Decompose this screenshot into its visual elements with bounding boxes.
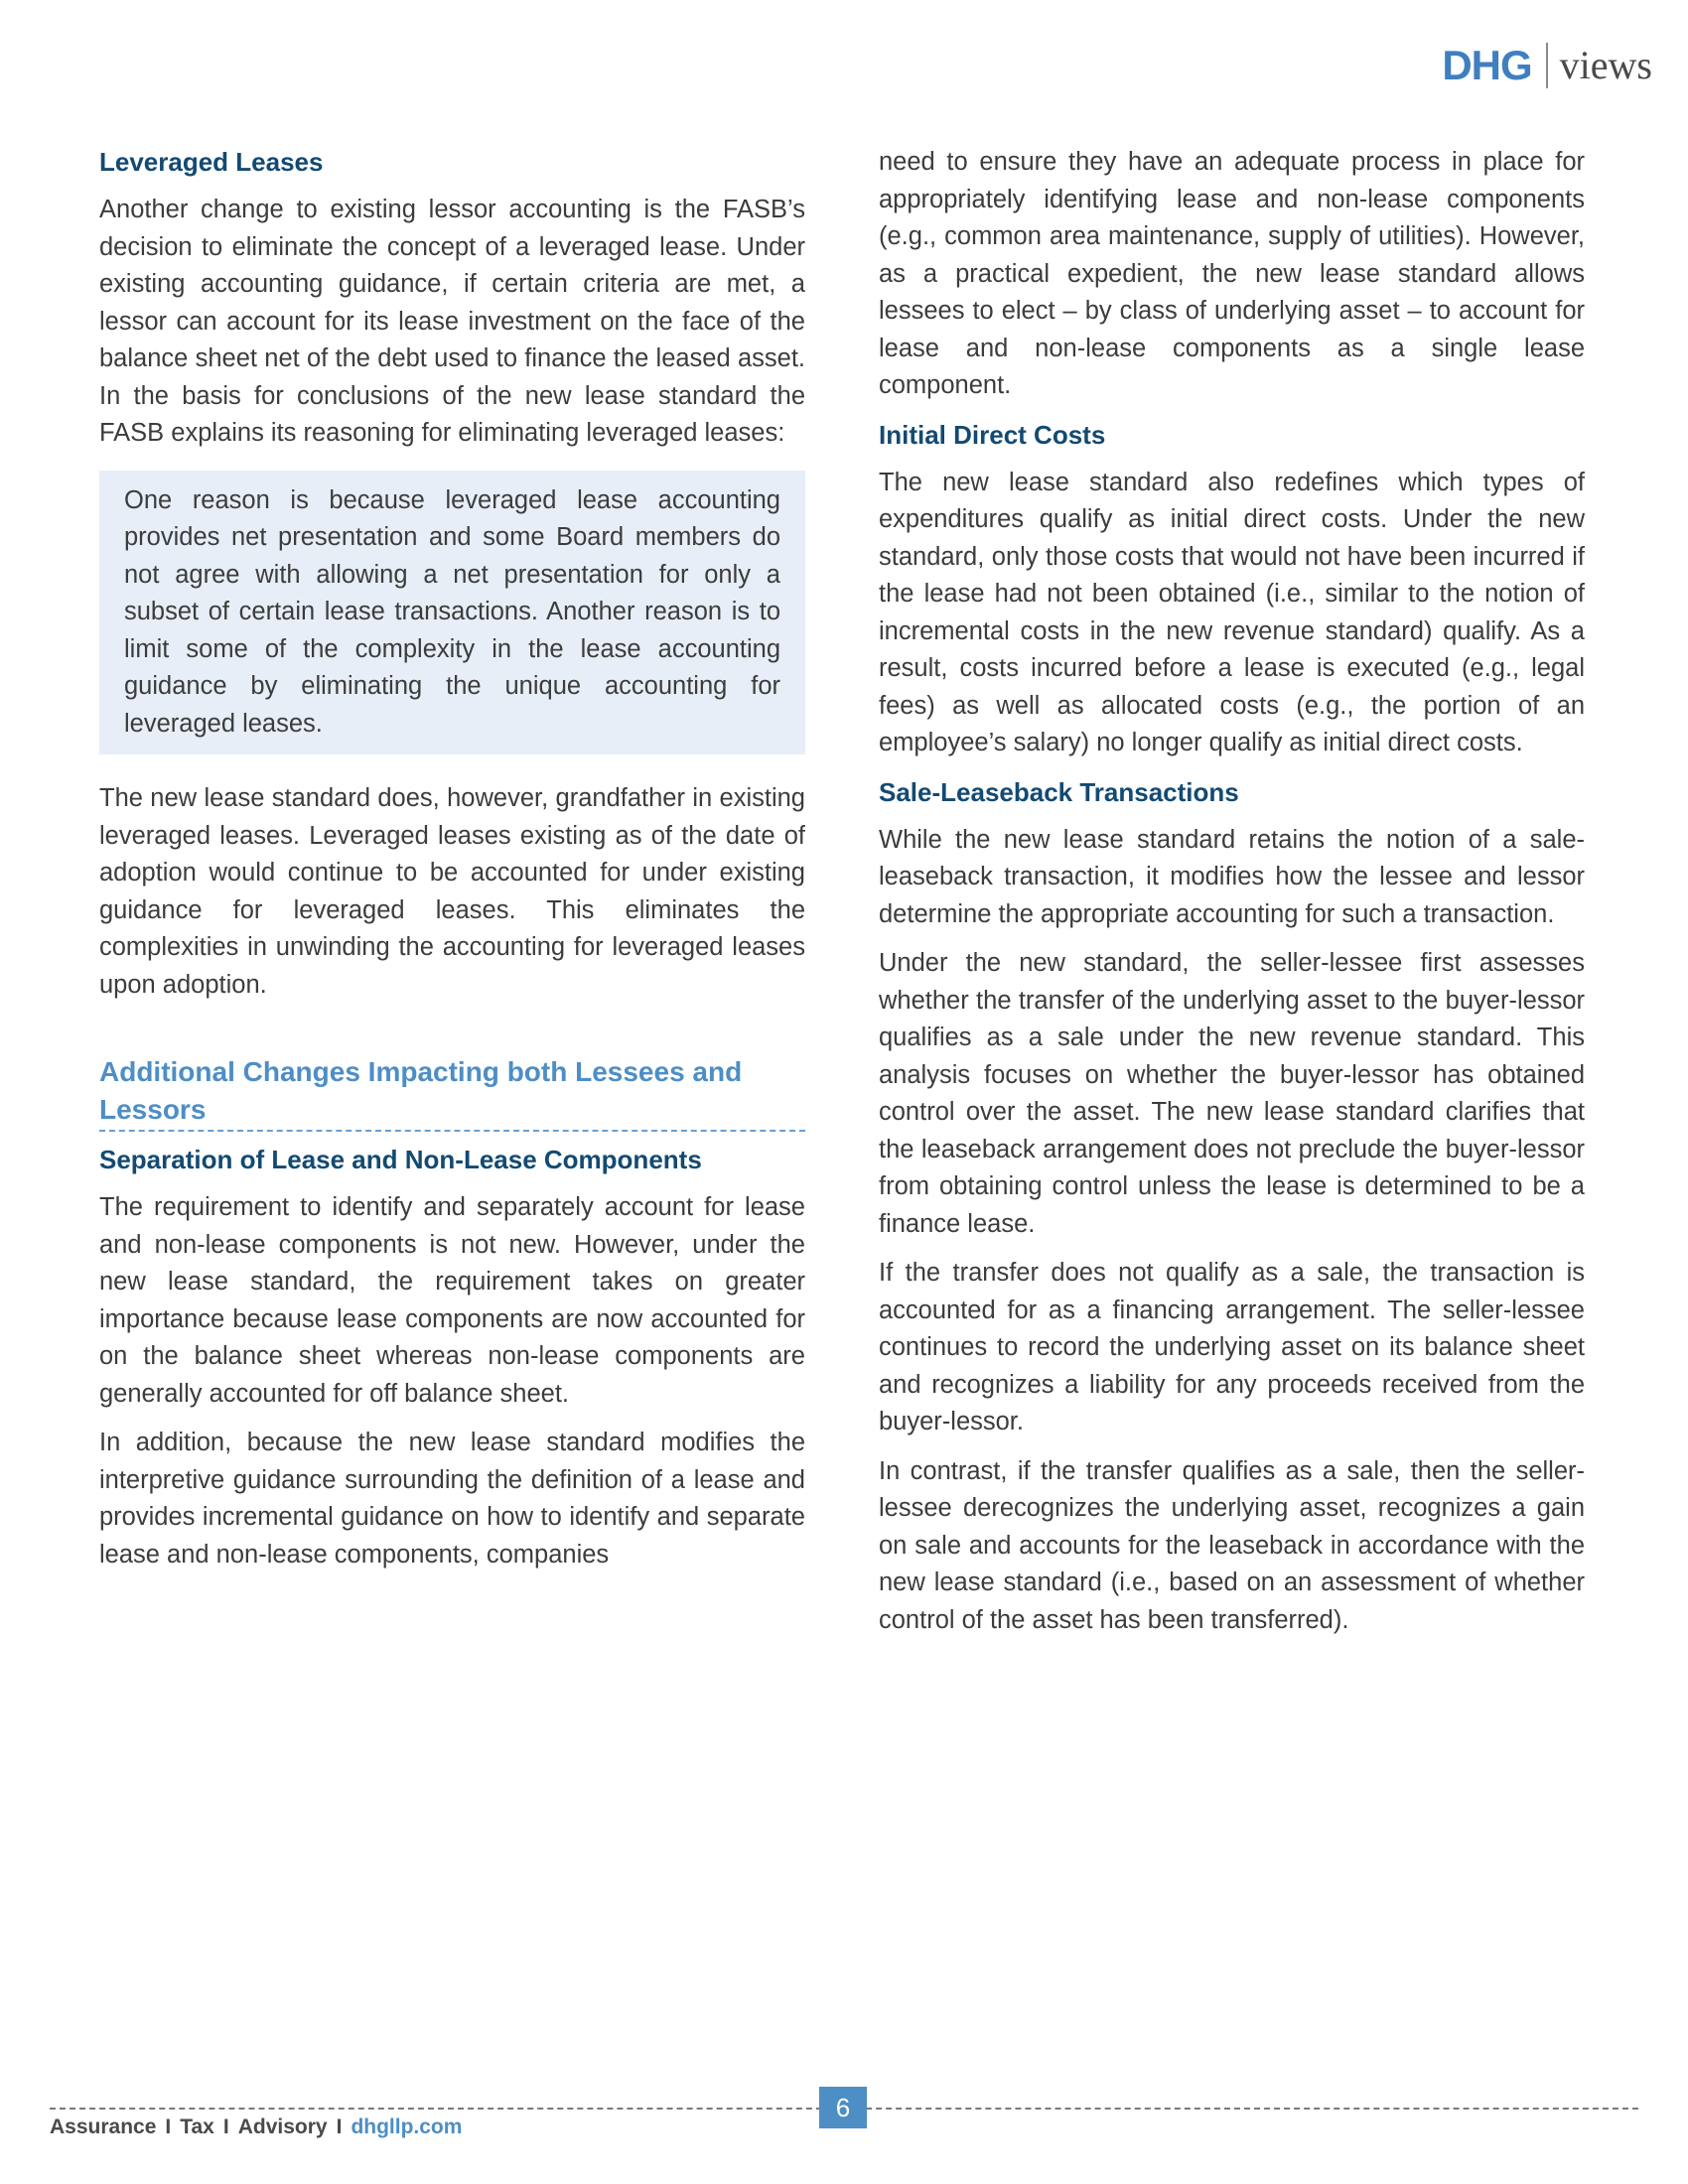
separation-paragraph-2: In addition, because the new lease standard modifies the interpretive guidance surrounding the definition of a lease and provides incremental guidance on how to identify and separate lease and non-lease components, companies xyxy=(99,1429,805,1569)
separation-heading: Separation of Lease and Non-Lease Components xyxy=(99,1145,702,1174)
logo-word: views xyxy=(1559,43,1652,87)
footer-services xyxy=(50,2113,462,2142)
footer-separator: I xyxy=(165,2116,172,2138)
logo-divider xyxy=(1546,43,1548,88)
leveraged-leases-paragraph-1: Another change to existing lessor accounting is the FASB’s decision to eliminate the concept of a leveraged lease. Under existing accounting guidance, if certain criteria are met, a lessor can account for its lease investment on the face of the balance sheet net of the debt used to finance the leased asset. In the basis for conclusions of the new lease standard the FASB explains its reasoning for eliminating leveraged leases: xyxy=(99,196,805,447)
footer-tax: Tax xyxy=(180,2116,214,2138)
page-number: 6 xyxy=(819,2087,867,2128)
dhg-views-logo xyxy=(1442,40,1652,91)
leveraged-leases-heading: Leveraged Leases xyxy=(99,147,324,177)
initial-direct-costs-heading: Initial Direct Costs xyxy=(879,419,1106,450)
sale-leaseback-paragraph-3: If the transfer does not qualify as a sale, the transaction is accounted for as a financing arrangement. The seller-lessee continues to record the underlying asset on its balance sheet and recognizes a liability for any proceeds received from the buyer-lessor. xyxy=(879,1259,1585,1435)
footer-separator: I xyxy=(222,2116,229,2138)
sale-leaseback-paragraph-2: Under the new standard, the seller-lessee first assesses whether the transfer of the underlying asset to the buyer-lessor qualifies as a sale under the new revenue standard. This analysis focuses on whether the buyer-lessor has obtained control over the asset. The new lease standard clarifies that the leaseback arrangement does not preclude the buyer-lessor from obtaining control unless the lease is determined to be a finance lease. xyxy=(879,949,1585,1238)
fasb-quote-text: One reason is because leveraged lease accounting provides net presentation and some Board members do not agree with allowing a net presentation for only a subset of certain lease transactions. Another reason is to limit some of the complexity in the lease accounting guidance by eliminating the unique accounting for leveraged leases. xyxy=(124,485,780,738)
logo-brand: DHG xyxy=(1442,42,1532,88)
footer-website-link[interactable]: dhgllp.com xyxy=(351,2116,463,2138)
sale-leaseback-paragraph-4: In contrast, if the transfer qualifies as a sale, then the seller-lessee derecognizes the underlying asset, recognizes a gain on sale and accounts for the leaseback in accordance with the new lease standard (i.e., based on an assessment of whether control of the asset has been transferred). xyxy=(879,1456,1585,1634)
leveraged-leases-paragraph-2: The new lease standard does, however, grandfather in existing leveraged leases. Leveraged leases existing as of the date of adoption would continue to be accounted for under existing guidance for leveraged leases. This eliminates the complexities in unwinding the accounting for leveraged leases upon adoption. xyxy=(99,784,805,999)
sale-leaseback-paragraph-1: While the new lease standard retains the notion of a sale-leaseback transaction, it modifies how the lessee and lessor determine the appropriate accounting for such a transaction. xyxy=(879,825,1585,928)
left-column xyxy=(99,144,805,1585)
sale-leaseback-heading: Sale-Leaseback Transactions xyxy=(879,776,1239,807)
additional-changes-heading: Additional Changes Impacting both Lessees and Lessors xyxy=(99,1053,805,1132)
footer-assurance: Assurance xyxy=(50,2116,157,2138)
footer-separator: I xyxy=(336,2116,343,2138)
separation-continued-paragraph: need to ensure they have an adequate process in place for appropriately identifying lease and non-lease components (e.g., common area maintenance, supply of utilities). However, as a practical expedient, the new lease standard allows lessees to elect – by class of underlying asset – to account for lease and non-lease components as a single lease component. xyxy=(879,148,1585,399)
fasb-quote-box xyxy=(99,471,805,755)
separation-paragraph-1: The requirement to identify and separately account for lease and non-lease components is not new. However, under the new lease standard, the requirement takes on greater importance because lease components are now accounted for on the balance sheet whereas non-lease components are generally accounted for off balance sheet. xyxy=(99,1193,805,1408)
footer-advisory: Advisory xyxy=(237,2116,328,2138)
right-column xyxy=(879,144,1585,1651)
initial-direct-costs-paragraph: The new lease standard also redefines which types of expenditures qualify as initial direct costs. Under the new standard, only those costs that would not have been incurred if the lease had not been obtained (i.e., similar to the notion of incremental costs in the new revenue standard) qualify. As a result, costs incurred before a lease is executed (e.g., legal fees) as well as allocated costs (e.g., the portion of an employee’s salary) no longer qualify as initial direct costs. xyxy=(879,468,1585,756)
